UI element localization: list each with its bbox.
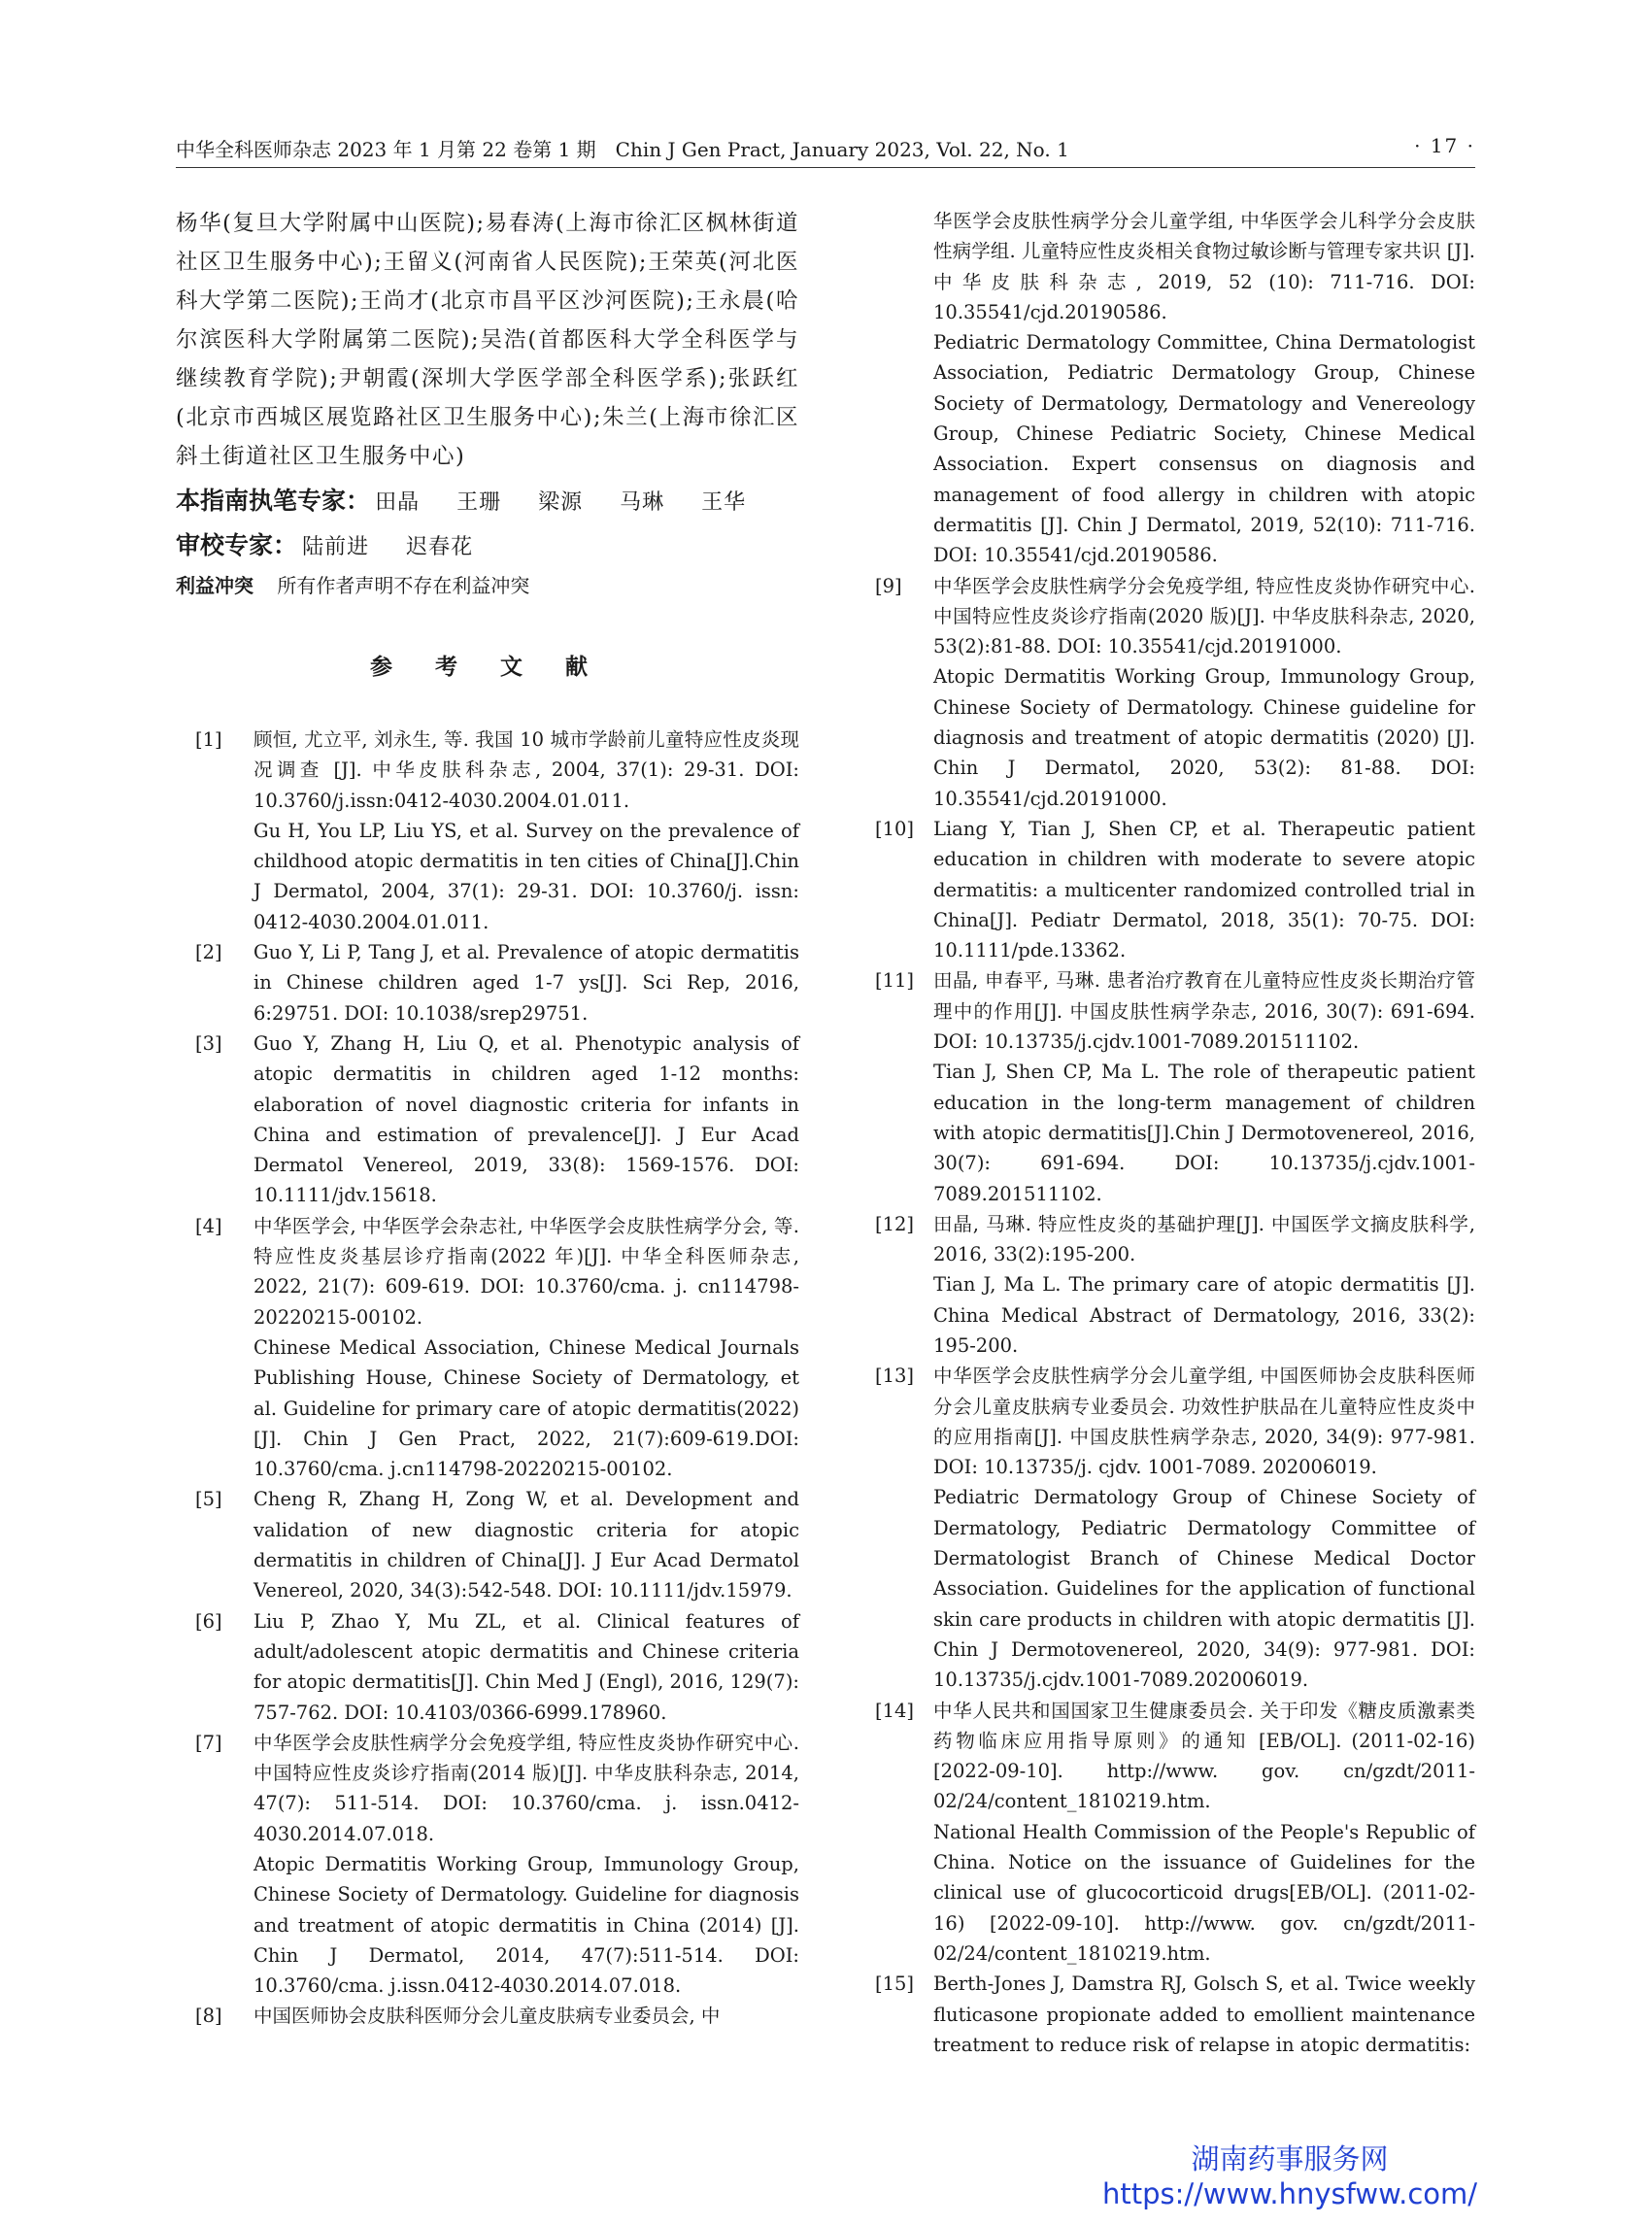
- reference-text: 中华医学会, 中华医学会杂志社, 中华医学会皮肤性病学分会, 等. 特应性皮炎基层诊疗指南(2022 年)[J]. 中华全科医师杂志, 2022, 21(7): 609-619. DOI: 10.3760/cma. j. cn114798-20220215-00102.: [253, 1214, 799, 1329]
- references-heading: 参 考 文 献: [369, 655, 606, 680]
- conflict-label: 利益冲突: [176, 574, 253, 597]
- watermark-url: https://www.hnysfww.com/: [1101, 2177, 1478, 2210]
- reference-text: Tian J, Shen CP, Ma L. The role of therapeutic patient education in the long-term management of children with atopic dermatitis[J].Chin J Dermotovenereol, 2016, 30(7): 691-694. DOI: 10.13735/j.cjdv.1001-7089.201511102.: [933, 1061, 1475, 1205]
- reference-number: [4]: [195, 1214, 222, 1237]
- reference-number: [10]: [875, 817, 915, 840]
- expert-name: 马琳: [620, 490, 665, 515]
- reference-number: [6]: [195, 1609, 222, 1633]
- reference-number: [14]: [875, 1699, 915, 1722]
- reference-number: [12]: [875, 1212, 915, 1235]
- expert-name: 梁源: [538, 490, 584, 515]
- reference-number: [2]: [195, 941, 222, 964]
- reference-item: [871, 1696, 1475, 1970]
- reference-text: 田晶, 马琳. 特应性皮炎的基础护理[J]. 中国医学文摘皮肤科学, 2016, 33(2):195-200.: [933, 1212, 1475, 1266]
- expert-name: 陆前进: [302, 535, 370, 559]
- reference-text: Liu P, Zhao Y, Mu ZL, et al. Clinical features of adult/adolescent atopic dermatitis and Chinese criteria for atopic dermatitis[J]. Chin Med J (Engl), 2016, 129(7): 757-762. DOI: 10.4103/0366-6999.178960.: [253, 1609, 799, 1724]
- reference-item: [176, 1484, 799, 1605]
- reference-text: Guo Y, Li P, Tang J, et al. Prevalence of atopic dermatitis in Chinese children aged 1-7 ys[J]. Sci Rep, 2016, 6:29751. DOI: 10.1038/srep29751.: [253, 941, 799, 1025]
- reference-text: Atopic Dermatitis Working Group, Immunology Group, Chinese Society of Dermatology. Guideline for diagnosis and treatment of atopic dermatitis in China (2014) [J]. Chin J Dermatol, 2014, 47(7):511-514. DOI: 10.3760/cma. j.issn.0412-4030.2014.07.018.: [253, 1852, 799, 1998]
- review-experts-label: 审校专家：: [176, 531, 298, 559]
- reference-text: 中华医学会皮肤性病学分会免疫学组, 特应性皮炎协作研究中心. 中国特应性皮炎诊疗指南(2020 版)[J]. 中华皮肤科杂志, 2020, 53(2):81-88. DOI: 10.35541/cjd.20191000.: [933, 574, 1475, 658]
- reference-item: [176, 725, 799, 937]
- expert-name: 王华: [701, 490, 747, 515]
- left-column: [176, 204, 799, 2032]
- watermark-title: 湖南药事服务网: [1191, 2142, 1389, 2175]
- expert-name: 迟春花: [406, 535, 474, 559]
- reference-number: [15]: [875, 1972, 915, 1996]
- writing-experts: [176, 482, 799, 521]
- reference-text: Cheng R, Zhang H, Zong W, et al. Development and validation of new diagnostic criteria for atopic dermatitis in children of China[J]. J Eur Acad Dermatol Venereol, 2020, 34(3):542-548. DOI: 10.1111/jdv.15979.: [253, 1488, 799, 1602]
- expert-name: 田晶: [375, 490, 421, 515]
- reference-item: [871, 1361, 1475, 1695]
- reference-item: [871, 1969, 1475, 2060]
- reference-text: National Health Commission of the People's Republic of China. Notice on the issuance of Guidelines for the clinical use of glucocorticoid drugs[EB/OL]. (2011-02-16) [2022-09-10]. http://www. gov. cn/gzdt/2011-02/24/content_1810219.htm.: [933, 1820, 1475, 1965]
- conflict-text: 所有作者声明不存在利益冲突: [277, 574, 530, 597]
- reference-number: [3]: [195, 1031, 222, 1055]
- site-watermark: [1086, 2141, 1494, 2211]
- reference-text: 顾恒, 尤立平, 刘永生, 等. 我国 10 城市学龄前儿童特应性皮炎现况调查 [J]. 中华皮肤科杂志, 2004, 37(1): 29-31. DOI: 10.3760/j.issn:0412-4030.2004.01.011.: [253, 728, 799, 812]
- reference-number: [5]: [195, 1488, 222, 1511]
- reference-item: [871, 1209, 1475, 1361]
- reference-text: 中华医学会皮肤性病学分会儿童学组, 中国医师协会皮肤科医师分会儿童皮肤病专业委员会. 功效性护肤品在儿童特应性皮炎中的应用指南[J]. 中国皮肤性病学杂志, 2020, 34(9): 977-981. DOI: 10.13735/j. cjdv. 1001-7089. 202006019.: [933, 1365, 1475, 1479]
- writing-experts-label: 本指南执笔专家：: [176, 487, 371, 515]
- reference-text: 中华医学会皮肤性病学分会免疫学组, 特应性皮炎协作研究中心. 中国特应性皮炎诊疗指南(2014 版)[J]. 中华皮肤科杂志, 2014, 47(7): 511-514. DOI: 10.3760/cma. j. issn.0412-4030.2014.07.018.: [253, 1731, 799, 1845]
- reference-text: Guo Y, Zhang H, Liu Q, et al. Phenotypic analysis of atopic dermatitis in children aged 1-12 months: elaboration of novel diagnostic criteria for infants in China and estimation of prevalence[J]. J Eur Acad Dermatol Venereol, 2019, 33(8): 1569-1576. DOI: 10.1111/jdv.15618.: [253, 1031, 799, 1207]
- expert-name: 王珊: [456, 490, 502, 515]
- reference-text: 华医学会皮肤性病学分会儿童学组, 中华医学会儿科学分会皮肤性病学组. 儿童特应性皮炎相关食物过敏诊断与管理专家共识 [J]. 中华皮肤科杂志, 2019, 52 (10): 711-716. DOI: 10.35541/cjd.20190586.: [933, 210, 1475, 323]
- reference-item: [871, 965, 1475, 1208]
- conflict-of-interest: [176, 569, 799, 602]
- page-number: · 17 ·: [1414, 134, 1475, 157]
- reference-number: [13]: [875, 1365, 915, 1388]
- reference-item: [176, 937, 799, 1028]
- reference-item: [176, 1606, 799, 1728]
- author-affiliations: 杨华(复旦大学附属中山医院);易春涛(上海市徐汇区枫林街道社区卫生服务中心);王留义(河南省人民医院);王荣英(河北医科大学第二医院);王尚才(北京市昌平区沙河医院);王永晨(哈尔滨医科大学附属第二医院);吴浩(首都医科大学全科医学与继续教育学院);尹朝霞(深圳大学医学部全科医学系);张跃红(北京市西城区展览路社区卫生服务中心);朱兰(上海市徐汇区斜土街道社区卫生服务中心): [176, 211, 799, 469]
- running-header: [176, 134, 1475, 168]
- reference-item: [176, 1028, 799, 1211]
- review-experts-names: [302, 535, 502, 559]
- reference-item: [176, 2001, 799, 2031]
- review-experts: [176, 526, 799, 565]
- reference-number: [1]: [195, 728, 222, 751]
- reference-text: Tian J, Ma L. The primary care of atopic dermatitis [J]. China Medical Abstract of Dermatology, 2016, 33(2): 195-200.: [933, 1273, 1475, 1357]
- journal-info: 中华全科医师杂志 2023 年 1 月第 22 卷第 1 期 Chin J Gen Pract, January 2023, Vol. 22, No. 1: [176, 138, 1069, 161]
- reference-number: [11]: [875, 969, 915, 993]
- reference-list-left: [176, 725, 799, 2032]
- right-column: [871, 206, 1475, 2060]
- reference-text: Chinese Medical Association, Chinese Medical Journals Publishing House, Chinese Society of Dermatology, et al. Guideline for primary care of atopic dermatitis(2022)[J]. Chin J Gen Pract, 2022, 21(7):609-619.DOI: 10.3760/cma. j.cn114798-20220215-00102.: [253, 1335, 799, 1481]
- reference-number: [8]: [195, 2005, 222, 2028]
- reference-text: Liang Y, Tian J, Shen CP, et al. Therapeutic patient education in children with moderate to severe atopic dermatitis: a multicenter randomized controlled trial in China[J]. Pediatr Dermatol, 2018, 35(1): 70-75. DOI: 10.1111/pde.13362.: [933, 817, 1475, 962]
- reference-item: [871, 206, 1475, 571]
- reference-text: Pediatric Dermatology Group of Chinese Society of Dermatology, Pediatric Dermatology Committee of Dermatologist Branch of Chinese Medical Doctor Association. Guidelines for the application of functional skin care products in children with atopic dermatitis [J]. Chin J Dermotovenereol, 2020, 34(9): 977-981. DOI: 10.13735/j.cjdv.1001-7089.202006019.: [933, 1486, 1475, 1692]
- reference-item: [176, 1211, 799, 1485]
- reference-item: [871, 571, 1475, 814]
- reference-text: Atopic Dermatitis Working Group, Immunology Group, Chinese Society of Dermatology. Chinese guideline for diagnosis and treatment of atopic dermatitis (2020) [J]. Chin J Dermatol, 2020, 53(2): 81-88. DOI: 10.35541/cjd.20191000.: [933, 665, 1475, 810]
- reference-item: [871, 814, 1475, 965]
- reference-number: [9]: [875, 574, 902, 597]
- reference-text: 中国医师协会皮肤科医师分会儿童皮肤病专业委员会, 中: [253, 2005, 721, 2028]
- reference-text: Berth-Jones J, Damstra RJ, Golsch S, et al. Twice weekly fluticasone propionate added to emollient maintenance treatment to reduce risk of relapse in atopic dermatitis:: [933, 1972, 1475, 2056]
- reference-number: [7]: [195, 1731, 222, 1754]
- reference-text: Gu H, You LP, Liu YS, et al. Survey on the prevalence of childhood atopic dermatitis in ten cities of China[J].Chin J Dermatol, 2004, 37(1): 29-31. DOI: 10.3760/j. issn: 0412-4030.2004.01.011.: [253, 819, 799, 933]
- reference-text: 中华人民共和国国家卫生健康委员会. 关于印发《糖皮质激素类药物临床应用指导原则》的通知 [EB/OL]. (2011-02-16) [2022-09-10]. http://www. gov. cn/gzdt/2011-02/24/content_1810219.htm.: [933, 1699, 1475, 1813]
- reference-list-right: [871, 206, 1475, 2060]
- writing-experts-names: [375, 490, 775, 515]
- reference-text: 田晶, 申春平, 马琳. 患者治疗教育在儿童特应性皮炎长期治疗管理中的作用[J]. 中国皮肤性病学杂志, 2016, 30(7): 691-694. DOI: 10.13735/j.cjdv.1001-7089.201511102.: [933, 969, 1475, 1054]
- reference-item: [176, 1728, 799, 2002]
- reference-text: Pediatric Dermatology Committee, China Dermatologist Association, Pediatric Dermatology Group, Chinese Society of Dermatology, Dermatology and Venereology Group, Chinese Pediatric Society, Chinese Medical Association. Expert consensus on diagnosis and management of food allergy in children with atopic dermatitis [J]. Chin J Dermatol, 2019, 52(10): 711-716. DOI: 10.35541/cjd.20190586.: [933, 331, 1475, 567]
